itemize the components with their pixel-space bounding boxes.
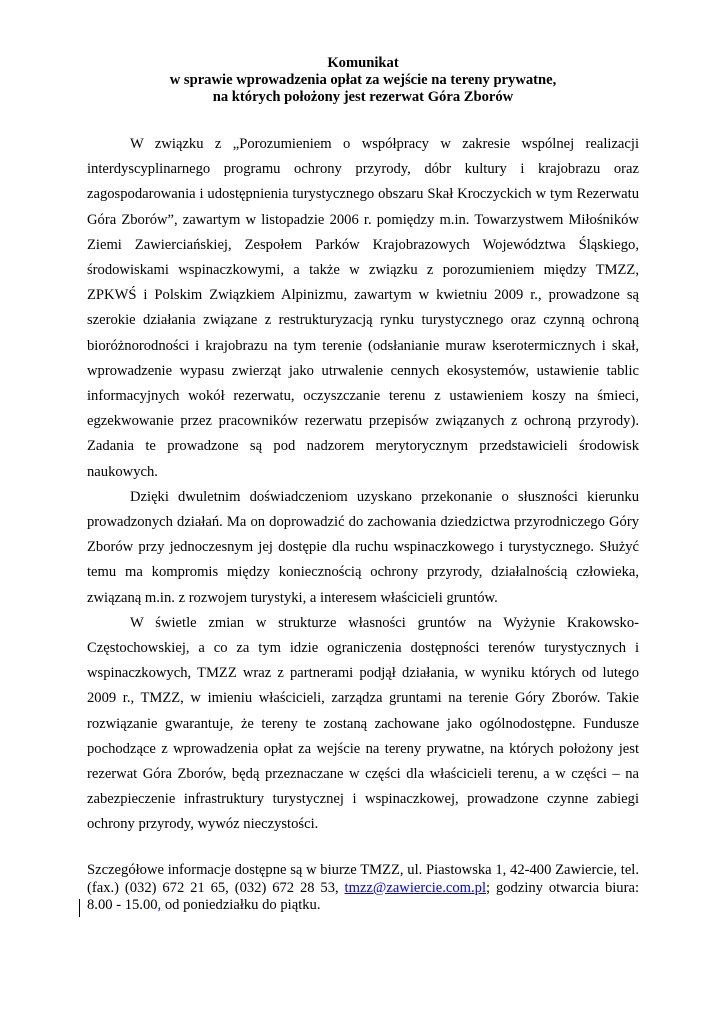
title-line-2: w sprawie wprowadzenia opłat za wejście na tereny prywatne,: [169, 72, 557, 88]
document-page: [87, 55, 639, 838]
title-line-3: na których położony jest rezerwat Góra Zborów: [212, 89, 514, 105]
revision-change-bar: [79, 899, 80, 917]
office-days-text: od poniedziałku do piątku.: [161, 897, 321, 913]
contact-text: Szczegółowe informacje dostępne są w biurze TMZZ, ul. Piastowska 1, 42-400 Zawiercie, tel. (fax.) (032) 672 21 65, (032) 672 28 53,: [87, 862, 639, 896]
inserted-comma: ,: [157, 897, 162, 913]
paragraph-1: W związku z „Porozumieniem o współpracy w zakresie wspólnej realizacji interdyscyplinarnego programu ochrony przyrody, dóbr kultury i krajobrazu oraz zagospodarowania i udostępnienia turystycznego obszaru Skał Kroczyckich w tym Rezerwatu Góra Zborów”, zawartym w listopadzie 2006 r. pomiędzy m.in. Towarzystwem Miłośników Ziemi Zawierciańskiej, Zespołem Parków Krajobrazowych Województwa Śląskiego, środowiskami wspinaczkowymi, a także w związku z porozumieniem między TMZZ, ZPKWŚ i Polskim Związkiem Alpinizmu, zawartym w kwietniu 2009 r., prowadzone są szerokie działania związane z restrukturyzacją rynku turystycznego oraz czynną ochroną bioróżnorodności i krajobrazu na tym terenie (odsłanianie muraw kserotermicznych i skał, wprowadzenie wypasu zwierząt jako utrwalenie cennych ekosystemów, ustawienie tablic informacyjnych wokół rezerwatu, oczyszczanie terenu z ustawieniem koszy na śmieci, egzekwowanie przez pracowników rezerwatu przepisów związanych z ochroną przyrody). Zadania te prowadzone są pod nadzorem merytorycznym przedstawicieli środowisk naukowych.: [87, 136, 639, 480]
contact-info: [87, 862, 639, 915]
office-hours-text: ; godziny otwarcia biura: 8.00 - 15.00: [87, 879, 640, 913]
paragraph-3: W świetle zmian w strukturze własności gruntów na Wyżynie Krakowsko-Częstochowskiej, a co za tym idzie ograniczenia dostępności terenów turystycznych i wspinaczkowych, TMZZ wraz z partnerami podjął działania, w wyniku których od lutego 2009 r., TMZZ, w imieniu właścicieli, zarządza gruntami na terenie Góry Zborów. Takie rozwiązanie gwarantuje, że tereny te zostaną zachowane jako ogólnodostępne. Fundusze pochodzące z wprowadzenia opłat za wejście na tereny prywatne, na których położony jest rezerwat Góra Zborów, będą przeznaczane w części dla właścicieli terenu, a w części – na zabezpieczenie infrastruktury turystycznej i wspinaczkowej, prowadzone czynne zabiegi ochrony przyrody, wywóz nieczystości.: [87, 614, 639, 833]
email-link[interactable]: tmzz@zawiercie.com.pl: [344, 879, 487, 896]
announcement-body: [87, 132, 639, 838]
title-line-1: Komunikat: [327, 55, 399, 71]
announcement-title: [87, 55, 639, 106]
paragraph-2: Dzięki dwuletnim doświadczeniom uzyskano przekonanie o słuszności kierunku prowadzonych działań. Ma on doprowadzić do zachowania dziedzictwa przyrodniczego Góry Zborów przy jednoczesnym jej dostępie dla ruchu wspinaczkowego i turystycznego. Służyć temu ma kompromis między koniecznością ochrony przyrody, działalnością człowieka, związaną m.in. z rozwojem turystyki, a interesem właścicieli gruntów.: [87, 488, 639, 606]
